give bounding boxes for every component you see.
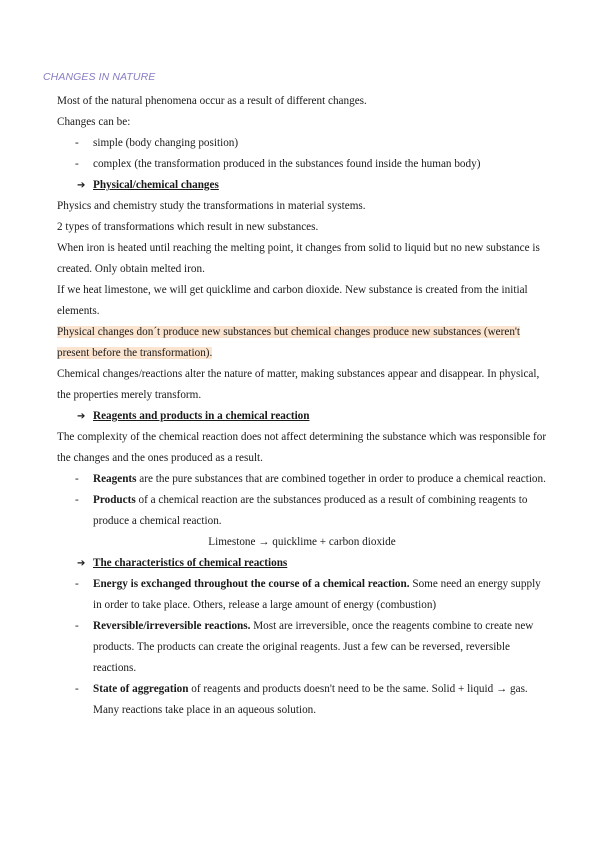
section-heading-text: Reagents and products in a chemical reaction	[93, 410, 310, 422]
arrow-icon: ➔	[77, 411, 86, 422]
list-item	[57, 490, 547, 532]
paragraph: If we heat limestone, we will get quicklime and carbon dioxide. New substance is created from the initial elements.	[57, 284, 528, 317]
term: State of aggregation	[93, 683, 189, 695]
section-heading-text: The characteristics of chemical reactions	[93, 557, 288, 569]
definition: Some need an energy supply in order to take place. Others, release a large amount of energy (combustion)	[93, 578, 541, 611]
definition: of a chemical reaction are the substances produced as a result of combining reagents to produce a chemical reaction.	[93, 494, 528, 527]
list-item-text	[93, 616, 547, 679]
definition: of reagents and products doesn't need to be the same. Solid + liquid → gas. Many reactions take place in an aqueous solution.	[93, 683, 528, 716]
list-item	[57, 133, 547, 154]
paragraph: When iron is heated until reaching the melting point, it changes from solid to liquid but no new substance is created. Only obtain melted iron.	[57, 242, 540, 275]
list-item-text	[93, 469, 547, 490]
arrow-icon: ➔	[77, 180, 86, 191]
dash-marker: -	[75, 137, 79, 149]
section-heading-characteristics	[57, 553, 547, 574]
reaction-equation: Limestone → quicklime + carbon dioxide	[208, 536, 396, 548]
list-item-text: complex (the transformation produced in the substances found inside the human body)	[93, 158, 481, 170]
dash-marker: -	[75, 620, 79, 632]
arrow-icon: ➔	[77, 558, 86, 569]
list-item	[57, 154, 547, 175]
section-heading-reagents-products	[57, 406, 547, 427]
list-item-text	[93, 490, 547, 532]
intro-line: Changes can be:	[57, 116, 131, 128]
dash-marker: -	[75, 494, 79, 506]
section-heading-physical-chemical	[57, 175, 547, 196]
dash-marker: -	[75, 683, 79, 695]
list-item	[57, 469, 547, 490]
definition: are the pure substances that are combined together in order to produce a chemical reaction.	[136, 473, 546, 485]
term: Reversible/irreversible reactions.	[93, 620, 251, 632]
list-item-text: simple (body changing position)	[93, 137, 239, 149]
definition: Most are irreversible, once the reagents combine to create new products. The products can create the original reagents. Just a few can be reversed, reversible reactions.	[93, 620, 534, 674]
dash-marker: -	[75, 473, 79, 485]
term: Energy is exchanged throughout the course of a chemical reaction.	[93, 578, 410, 590]
paragraph: 2 types of transformations which result in new substances.	[57, 221, 319, 233]
list-item	[57, 574, 547, 616]
highlight-text: Physical changes don´t produce new substances but chemical changes produce new substances (weren't present before the transformation).	[57, 326, 521, 359]
paragraph: Physics and chemistry study the transformations in material systems.	[57, 200, 366, 212]
highlighted-paragraph	[57, 322, 547, 364]
term: Reagents	[93, 473, 137, 485]
list-item	[57, 679, 547, 721]
document-title: CHANGES IN NATURE	[43, 71, 156, 83]
list-item-text	[93, 574, 547, 616]
paragraph: Chemical changes/reactions alter the nature of matter, making substances appear and disappear. In physical, the properties merely transform.	[57, 368, 540, 401]
dash-marker: -	[75, 578, 79, 590]
list-item-text	[93, 679, 547, 721]
dash-marker: -	[75, 158, 79, 170]
intro-line: Most of the natural phenomena occur as a result of different changes.	[57, 95, 367, 107]
section-heading-text: Physical/chemical changes	[93, 179, 219, 191]
document-body	[57, 91, 547, 721]
paragraph: The complexity of the chemical reaction does not affect determining the substance which was responsible for the changes and the ones produced as a result.	[57, 431, 547, 464]
list-item	[57, 616, 547, 679]
term: Products	[93, 494, 136, 506]
